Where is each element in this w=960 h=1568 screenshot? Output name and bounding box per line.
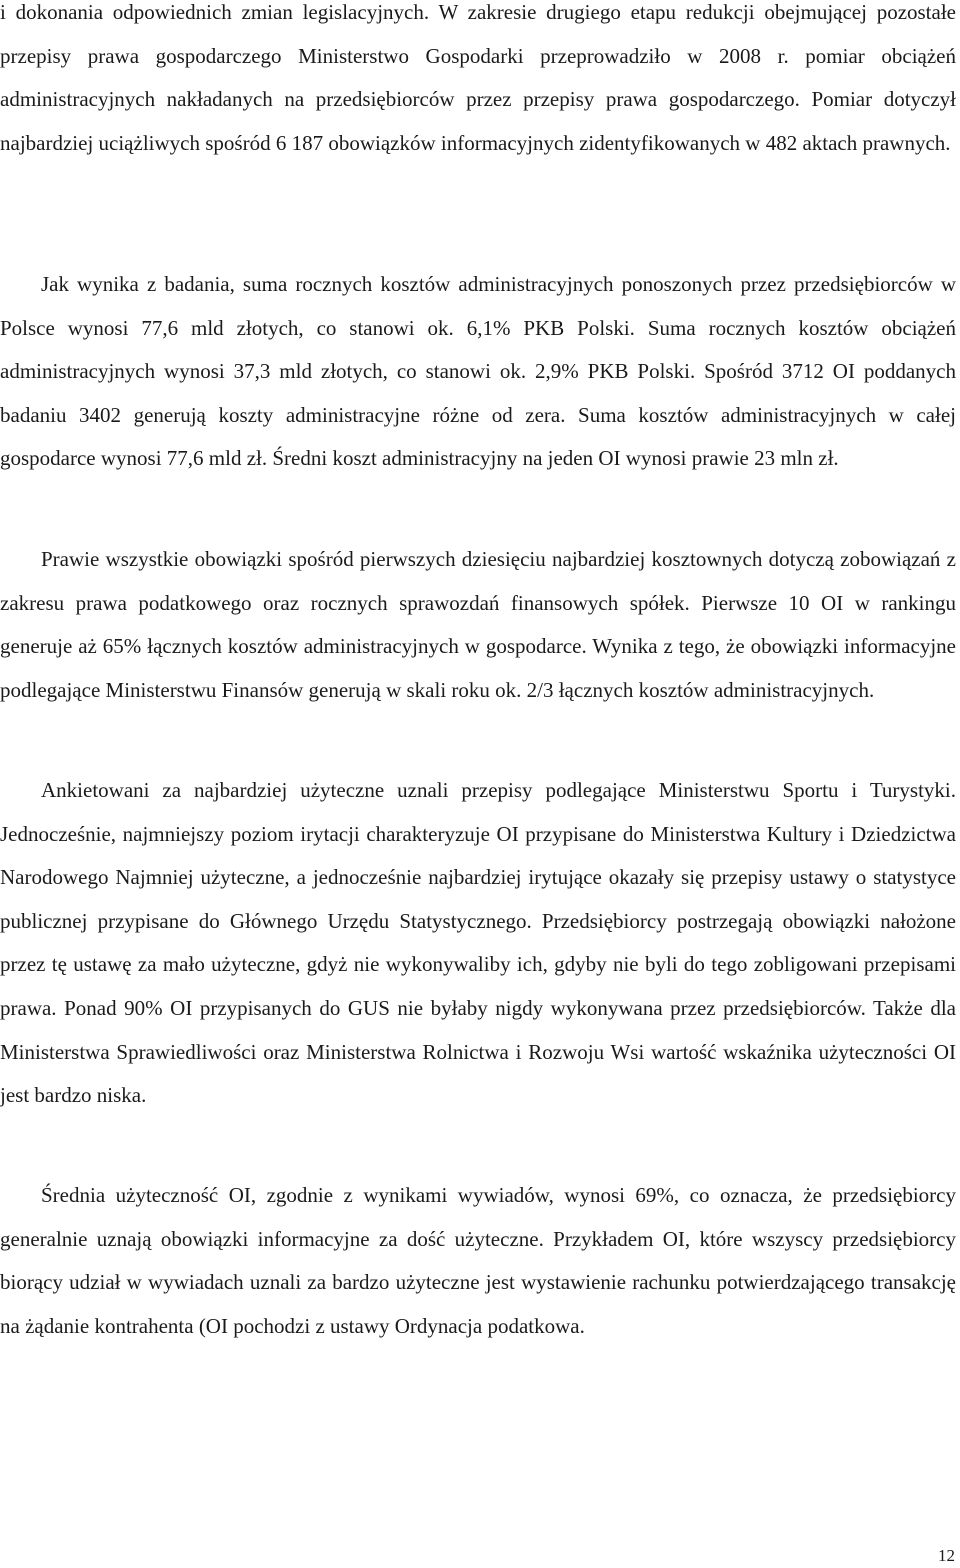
- paragraph-average-usefulness: Średnia użyteczność OI, zgodnie z wynikami wywiadów, wynosi 69%, co oznacza, że przedsiębiorcy generalnie uznają obowiązki informacyjne za dość użyteczne. Przykładem OI, które wszyscy przedsiębiorcy biorący udział w wywiadach uznali za bardzo użyteczne jest wystawienie rachunku potwierdzającego transakcję na żądanie kontrahenta (OI pochodzi z ustawy Ordynacja podatkowa.: [0, 1183, 956, 1338]
- paragraph-costly-obligations: Prawie wszystkie obowiązki spośród pierwszych dziesięciu najbardziej kosztownych dotyczą zobowiązań z zakresu prawa podatkowego oraz rocznych sprawozdań finansowych spółek. Pierwsze 10 OI w rankingu generuje aż 65% łącznych kosztów administracyjnych w gospodarce. Wynika z tego, że obowiązki informacyjne podlegające Ministerstwu Finansów generują w skali roku ok. 2/3 łącznych kosztów administracyjnych.: [0, 547, 956, 702]
- paragraph-usefulness-ratings: Ankietowani za najbardziej użyteczne uznali przepisy podlegające Ministerstwu Sportu i Turystyki. Jednocześnie, najmniejszy poziom irytacji charakteryzuje OI przypisane do Ministerstwa Kultury i Dziedzictwa Narodowego Najmniej użyteczne, a jednocześnie najbardziej irytujące okazały się przepisy ustawy o statystyce publicznej przypisane do Głównego Urzędu Statystycznego. Przedsiębiorcy postrzegają obowiązki nałożone przez tę ustawę za mało użyteczne, gdyż nie wykonywaliby ich, gdyby nie byli do tego zobligowani przepisami prawa. Ponad 90% OI przypisanych do GUS nie byłaby nigdy wykonywana przez przedsiębiorców. Także dla Ministerstwa Sprawiedliwości oraz Ministerstwa Rolnictwa i Rozwoju Wsi wartość wskaźnika użyteczności OI jest bardzo niska.: [0, 778, 956, 1108]
- paragraph-administrative-costs: Jak wynika z badania, suma rocznych kosztów administracyjnych ponoszonych przez przedsiębiorców w Polsce wynosi 77,6 mld złotych, co stanowi ok. 6,1% PKB Polski. Suma rocznych kosztów obciążeń administracyjnych wynosi 37,3 mld złotych, co stanowi ok. 2,9% PKB Polski. Spośród 3712 OI poddanych badaniu 3402 generują koszty administracyjne różne od zera. Suma kosztów administracyjnych w całej gospodarce wynosi 77,6 mld zł. Średni koszt administracyjny na jeden OI wynosi prawie 23 mln zł.: [0, 272, 956, 471]
- page-number: 12: [938, 1546, 955, 1565]
- paragraph-continuation: i dokonania odpowiednich zmian legislacyjnych. W zakresie drugiego etapu redukcji obejmującej pozostałe przepisy prawa gospodarczego Ministerstwo Gospodarki przeprowadziło w 2008 r. pomiar obciążeń administracyjnych nakładanych na przedsiębiorców przez przepisy prawa gospodarczego. Pomiar dotyczył najbardziej uciążliwych spośród 6 187 obowiązków informacyjnych zidentyfikowanych w 482 aktach prawnych.: [0, 0, 956, 155]
